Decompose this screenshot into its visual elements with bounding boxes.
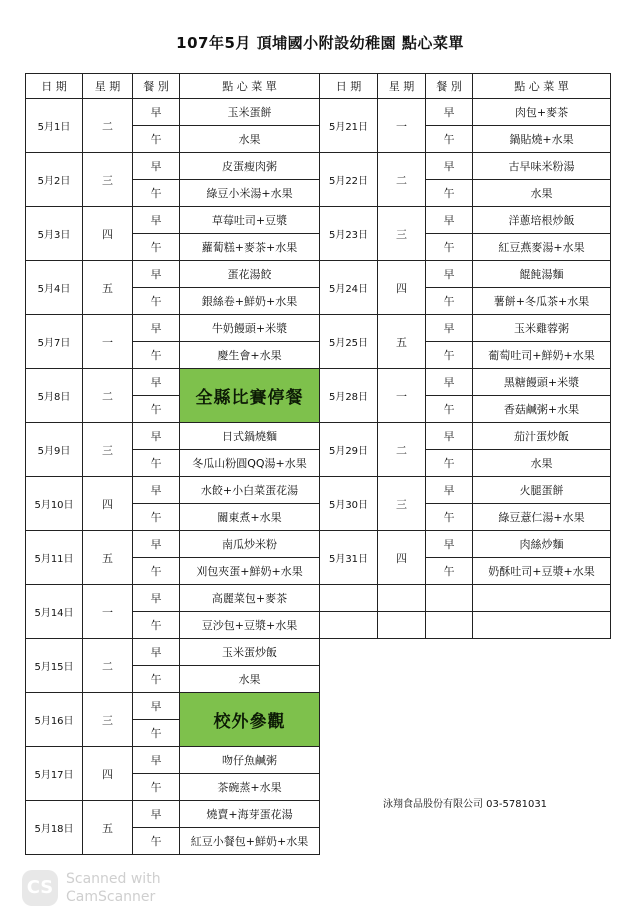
afternoon-snack: 綠豆薏仁湯+水果 [473,504,611,531]
afternoon-snack: 葡萄吐司+鮮奶+水果 [473,342,611,369]
morning-snack: 肉包+麥茶 [473,99,611,126]
morning-snack: 皮蛋瘦肉粥 [180,153,320,180]
table-row [320,99,611,126]
header-menu: 點 心 菜 單 [180,74,320,99]
empty-cell [320,585,378,612]
table-row [26,531,320,558]
date-cell: 5月9日 [26,423,83,477]
weekday-cell: 四 [83,207,133,261]
weekday-cell: 五 [83,531,133,585]
meal-morning-label: 早 [133,261,180,288]
header-row [26,74,320,99]
date-cell: 5月10日 [26,477,83,531]
empty-row [320,612,611,639]
afternoon-snack: 豆沙包+豆漿+水果 [180,612,320,639]
weekday-cell: 三 [378,477,426,531]
weekday-cell: 四 [378,261,426,315]
header-meal: 餐 別 [133,74,180,99]
scanner-watermark [66,870,161,906]
empty-cell [426,585,473,612]
date-cell: 5月7日 [26,315,83,369]
meal-morning-label: 早 [133,531,180,558]
afternoon-snack: 關東煮+水果 [180,504,320,531]
weekday-cell: 三 [83,153,133,207]
weekday-cell: 四 [83,747,133,801]
header-week: 星 期 [378,74,426,99]
meal-afternoon-label: 午 [426,504,473,531]
morning-snack: 茄汁蛋炒飯 [473,423,611,450]
meal-afternoon-label: 午 [133,720,180,747]
date-cell: 5月22日 [320,153,378,207]
header-date: 日 期 [320,74,378,99]
weekday-cell: 三 [83,693,133,747]
afternoon-snack: 銀絲卷+鮮奶+水果 [180,288,320,315]
meal-afternoon-label: 午 [133,666,180,693]
afternoon-snack: 茶碗蒸+水果 [180,774,320,801]
table-row [320,369,611,396]
meal-morning-label: 早 [426,423,473,450]
weekday-cell: 一 [83,315,133,369]
morning-snack: 餛飩湯麵 [473,261,611,288]
meal-morning-label: 早 [133,801,180,828]
meal-morning-label: 早 [426,531,473,558]
afternoon-snack: 香菇鹹粥+水果 [473,396,611,423]
morning-snack: 古早味米粉湯 [473,153,611,180]
table-row [26,477,320,504]
meal-morning-label: 早 [133,369,180,396]
header-menu: 點 心 菜 單 [473,74,611,99]
meal-morning-label: 早 [426,315,473,342]
table-row [320,315,611,342]
meal-afternoon-label: 午 [133,450,180,477]
weekday-cell: 三 [83,423,133,477]
morning-snack: 玉米雞蓉粥 [473,315,611,342]
weekday-cell: 五 [378,315,426,369]
meal-afternoon-label: 午 [426,126,473,153]
meal-afternoon-label: 午 [133,288,180,315]
morning-snack: 黑糖饅頭+米漿 [473,369,611,396]
weekday-cell: 五 [83,801,133,855]
empty-cell [320,612,378,639]
weekday-cell: 一 [83,585,133,639]
empty-row [320,585,611,612]
table-row [26,261,320,288]
afternoon-snack: 鍋貼燒+水果 [473,126,611,153]
date-cell: 5月23日 [320,207,378,261]
date-cell: 5月28日 [320,369,378,423]
meal-morning-label: 早 [133,477,180,504]
meal-afternoon-label: 午 [133,558,180,585]
afternoon-snack: 紅豆燕麥湯+水果 [473,234,611,261]
weekday-cell: 五 [83,261,133,315]
afternoon-snack: 水果 [180,126,320,153]
date-cell: 5月2日 [26,153,83,207]
date-cell: 5月31日 [320,531,378,585]
meal-afternoon-label: 午 [426,342,473,369]
weekday-cell: 二 [83,639,133,693]
weekday-cell: 三 [378,207,426,261]
morning-snack: 肉絲炒麵 [473,531,611,558]
morning-snack: 洋蔥培根炒飯 [473,207,611,234]
weekday-cell: 四 [378,531,426,585]
weekday-cell: 二 [83,369,133,423]
meal-morning-label: 早 [133,99,180,126]
empty-cell [378,612,426,639]
table-row [26,639,320,666]
morning-snack: 水餃+小白菜蛋花湯 [180,477,320,504]
meal-afternoon-label: 午 [426,288,473,315]
table-row [320,477,611,504]
date-cell: 5月24日 [320,261,378,315]
date-cell: 5月1日 [26,99,83,153]
weekday-cell: 二 [378,153,426,207]
date-cell: 5月30日 [320,477,378,531]
morning-snack: 日式鍋燒麵 [180,423,320,450]
table-row [26,693,320,720]
date-cell: 5月18日 [26,801,83,855]
meal-morning-label: 早 [133,693,180,720]
weekday-cell: 二 [83,99,133,153]
vendor-info: 泳翔食品股份有限公司 03-5781031 [383,799,548,810]
camscanner-logo-icon: CS [22,870,58,906]
meal-afternoon-label: 午 [133,828,180,855]
morning-snack: 玉米蛋餅 [180,99,320,126]
weekday-cell: 一 [378,369,426,423]
table-row [26,747,320,774]
morning-snack: 吻仔魚鹹粥 [180,747,320,774]
meal-afternoon-label: 午 [133,774,180,801]
meal-morning-label: 早 [133,747,180,774]
meal-afternoon-label: 午 [133,180,180,207]
table-row [26,315,320,342]
meal-afternoon-label: 午 [133,342,180,369]
date-cell: 5月21日 [320,99,378,153]
morning-snack: 草莓吐司+豆漿 [180,207,320,234]
table-row [26,153,320,180]
morning-snack: 燒賣+海芽蛋花湯 [180,801,320,828]
afternoon-snack: 慶生會+水果 [180,342,320,369]
date-cell: 5月25日 [320,315,378,369]
afternoon-snack: 水果 [473,180,611,207]
meal-morning-label: 早 [426,477,473,504]
afternoon-snack: 刈包夾蛋+鮮奶+水果 [180,558,320,585]
table-row [26,207,320,234]
menu-table-left [25,73,320,855]
header-date: 日 期 [26,74,83,99]
meal-morning-label: 早 [426,261,473,288]
meal-morning-label: 早 [133,315,180,342]
header-row [320,74,611,99]
table-row [26,423,320,450]
meal-morning-label: 早 [133,423,180,450]
event-note: 全縣比賽停餐 [195,388,304,408]
meal-morning-label: 早 [133,585,180,612]
meal-morning-label: 早 [426,99,473,126]
afternoon-snack: 水果 [180,666,320,693]
table-row [320,153,611,180]
meal-afternoon-label: 午 [133,234,180,261]
table-row [320,531,611,558]
date-cell: 5月4日 [26,261,83,315]
afternoon-snack: 奶酥吐司+豆漿+水果 [473,558,611,585]
meal-afternoon-label: 午 [426,180,473,207]
date-cell: 5月15日 [26,639,83,693]
weekday-cell: 一 [378,99,426,153]
date-cell: 5月16日 [26,693,83,747]
watermark-line1: Scanned with [66,871,161,887]
table-row [320,207,611,234]
meal-afternoon-label: 午 [133,396,180,423]
menu-table-right [319,73,611,639]
date-cell: 5月11日 [26,531,83,585]
meal-afternoon-label: 午 [426,396,473,423]
empty-cell [473,585,611,612]
meal-afternoon-label: 午 [426,558,473,585]
meal-morning-label: 早 [133,207,180,234]
empty-cell [426,612,473,639]
morning-snack: 火腿蛋餅 [473,477,611,504]
date-cell: 5月14日 [26,585,83,639]
afternoon-snack: 綠豆小米湯+水果 [180,180,320,207]
meal-morning-label: 早 [426,207,473,234]
event-note: 校外參觀 [213,712,286,732]
watermark-line2: CamScanner [66,889,156,905]
morning-snack: 南瓜炒米粉 [180,531,320,558]
meal-morning-label: 早 [426,369,473,396]
meal-afternoon-label: 午 [133,612,180,639]
morning-snack: 牛奶饅頭+米漿 [180,315,320,342]
event-note-cell [180,693,320,747]
table-row [26,585,320,612]
event-note-cell [180,369,320,423]
page-title: 107年5月 頂埔國小附設幼稚園 點心菜單 [176,34,464,52]
header-week: 星 期 [83,74,133,99]
morning-snack: 玉米蛋炒飯 [180,639,320,666]
empty-cell [378,585,426,612]
weekday-cell: 二 [378,423,426,477]
date-cell: 5月29日 [320,423,378,477]
date-cell: 5月8日 [26,369,83,423]
table-row [26,99,320,126]
afternoon-snack: 紅豆小餐包+鮮奶+水果 [180,828,320,855]
meal-afternoon-label: 午 [133,126,180,153]
table-row [26,801,320,828]
meal-afternoon-label: 午 [426,450,473,477]
morning-snack: 高麗菜包+麥茶 [180,585,320,612]
morning-snack: 蛋花湯餃 [180,261,320,288]
meal-morning-label: 早 [133,153,180,180]
meal-morning-label: 早 [133,639,180,666]
table-row [320,423,611,450]
table-row [26,369,320,396]
afternoon-snack: 蘿蔔糕+麥茶+水果 [180,234,320,261]
empty-cell [473,612,611,639]
meal-morning-label: 早 [426,153,473,180]
date-cell: 5月3日 [26,207,83,261]
table-row [320,261,611,288]
date-cell: 5月17日 [26,747,83,801]
header-meal: 餐 別 [426,74,473,99]
meal-afternoon-label: 午 [133,504,180,531]
afternoon-snack: 水果 [473,450,611,477]
afternoon-snack: 冬瓜山粉圓QQ湯+水果 [180,450,320,477]
meal-afternoon-label: 午 [426,234,473,261]
afternoon-snack: 薯餅+冬瓜茶+水果 [473,288,611,315]
weekday-cell: 四 [83,477,133,531]
